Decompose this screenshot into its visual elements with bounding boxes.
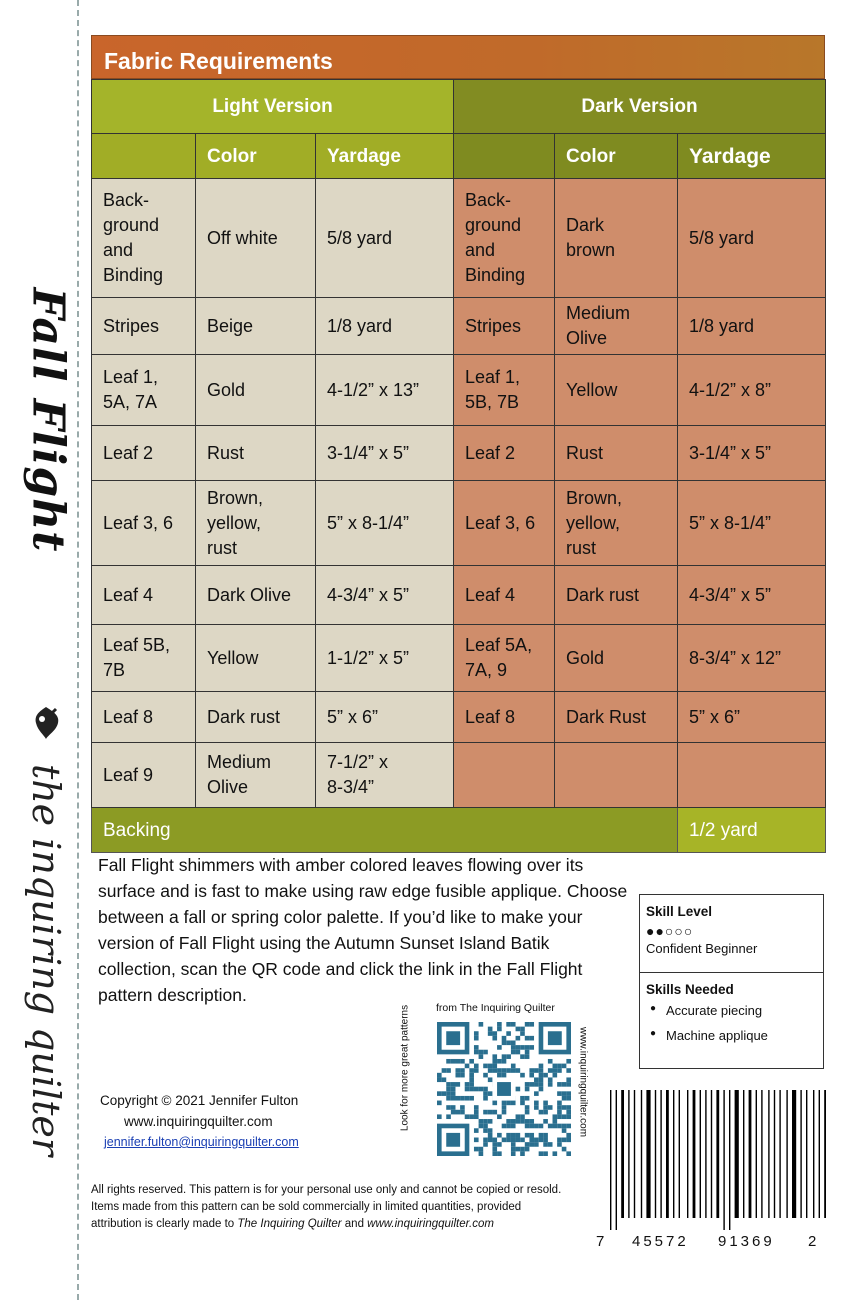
table-row (92, 179, 826, 298)
dark-yardage-cell (678, 743, 826, 808)
dark-piece-cell: Stripes (454, 298, 555, 355)
light-piece-cell: Leaf 9 (92, 743, 196, 808)
dark-color-cell (555, 743, 678, 808)
light-yardage-cell: 3-1/4” x 5” (316, 426, 454, 481)
light-piece-cell: Leaf 8 (92, 692, 196, 743)
qr-top-text: from The Inquiring Quilter (436, 1002, 555, 1014)
light-piece-cell: Back- ground and Binding (92, 179, 196, 298)
light-color-cell: Brown, yellow, rust (196, 481, 316, 566)
dark-piece-cell: Leaf 1, 5B, 7B (454, 355, 555, 426)
barcode-digit-last: 2 (808, 1233, 817, 1250)
barcode-digits-left: 45572 (632, 1233, 689, 1250)
light-yardage-cell: 1-1/2” x 5” (316, 625, 454, 692)
skill-level-heading: Skill Level (646, 904, 713, 919)
skill-level-dots: ●●○○○ (646, 923, 694, 939)
light-version-header: Light Version (92, 80, 454, 134)
light-color-cell: Dark rust (196, 692, 316, 743)
pattern-description: Fall Flight shimmers with amber colored leaves flowing over its surface and is fast to make using raw edge fusible applique. Choose between a fall or spring color palette. If you’d like to make your version of Fall Flight using the Autumn Sunset Island Batik collection, scan the QR code and click the link in the Fall Flight pattern description. (98, 855, 628, 1005)
skill-item: ● Machine applique (646, 1028, 817, 1043)
dark-piece-header (454, 134, 555, 179)
dark-color-cell: Rust (555, 426, 678, 481)
spine (0, 0, 80, 1300)
dark-piece-cell (454, 743, 555, 808)
rights-and: and (341, 1218, 368, 1230)
qr-left-text: Look for more great patterns (399, 1004, 411, 1132)
skill-level-value: Confident Beginner (646, 941, 758, 956)
dark-color-cell: Medium Olive (555, 298, 678, 355)
light-yardage-cell: 7-1/2” x 8-3/4” (316, 743, 454, 808)
rights-url: www.inquiringquilter.com (367, 1218, 494, 1230)
fabric-table (91, 79, 826, 853)
dark-color-header: Color (555, 134, 678, 179)
light-color-cell: Medium Olive (196, 743, 316, 808)
skills-needed-heading: Skills Needed (646, 982, 734, 997)
website-line: www.inquiringquilter.com (124, 1114, 273, 1129)
copyright-line: Copyright © 2021 Jennifer Fulton (100, 1093, 299, 1108)
dark-piece-cell: Leaf 8 (454, 692, 555, 743)
dark-color-cell: Dark rust (555, 566, 678, 625)
rights-notice (91, 1182, 571, 1233)
fabric-requirements (91, 35, 825, 853)
barcode (610, 1090, 826, 1230)
rights-text: All rights reserved. This pattern is for your personal use only and cannot be copied or resold. Items made from this pattern can be sold commercially in limited quantities, provided attribution is clearly made to (91, 1184, 562, 1230)
dark-color-cell: Brown, yellow, rust (555, 481, 678, 566)
table-row (92, 566, 826, 625)
copyright-block (100, 1090, 299, 1153)
dark-color-cell: Dark Rust (555, 692, 678, 743)
light-color-cell: Dark Olive (196, 566, 316, 625)
light-yardage-cell: 4-1/2” x 13” (316, 355, 454, 426)
table-row (92, 692, 826, 743)
dark-yardage-cell: 5/8 yard (678, 179, 826, 298)
barcode-digit-first: 7 (596, 1233, 605, 1250)
email-link[interactable]: jennifer.fulton@inquiringquilter.com (104, 1135, 299, 1149)
table-row (92, 743, 826, 808)
light-yardage-cell: 4-3/4” x 5” (316, 566, 454, 625)
table-row (92, 298, 826, 355)
table-row (92, 426, 826, 481)
dark-color-cell: Dark brown (555, 179, 678, 298)
dark-piece-cell: Leaf 2 (454, 426, 555, 481)
light-piece-cell: Leaf 2 (92, 426, 196, 481)
rights-brand: The Inquiring Quilter (237, 1218, 342, 1230)
light-color-cell: Yellow (196, 625, 316, 692)
light-yardage-header: Yardage (316, 134, 454, 179)
dark-yardage-cell: 3-1/4” x 5” (678, 426, 826, 481)
qr-right-text: www.inquiringquilter.com (577, 1026, 589, 1138)
skills-needed-list (646, 1003, 817, 1043)
light-piece-cell: Leaf 1, 5A, 7A (92, 355, 196, 426)
dark-color-cell: Yellow (555, 355, 678, 426)
light-color-cell: Beige (196, 298, 316, 355)
dark-piece-cell: Leaf 3, 6 (454, 481, 555, 566)
dark-yardage-header: Yardage (678, 134, 826, 179)
light-color-cell: Rust (196, 426, 316, 481)
table-title: Fabric Requirements (91, 35, 825, 79)
light-yardage-cell: 5” x 8-1/4” (316, 481, 454, 566)
quilter-logo-icon (30, 705, 62, 741)
table-row (92, 481, 826, 566)
dark-yardage-cell: 8-3/4” x 12” (678, 625, 826, 692)
dark-piece-cell: Back- ground and Binding (454, 179, 555, 298)
table-row (92, 355, 826, 426)
light-yardage-cell: 1/8 yard (316, 298, 454, 355)
backing-row (92, 808, 826, 853)
light-color-cell: Off white (196, 179, 316, 298)
dark-piece-cell: Leaf 5A, 7A, 9 (454, 625, 555, 692)
light-yardage-cell: 5” x 6” (316, 692, 454, 743)
dark-yardage-cell: 5” x 6” (678, 692, 826, 743)
dark-color-cell: Gold (555, 625, 678, 692)
table-row (92, 625, 826, 692)
dark-yardage-cell: 4-1/2” x 8” (678, 355, 826, 426)
light-piece-cell: Leaf 3, 6 (92, 481, 196, 566)
backing-yardage: 1/2 yard (678, 808, 826, 853)
light-yardage-cell: 5/8 yard (316, 179, 454, 298)
light-color-header: Color (196, 134, 316, 179)
barcode-digits-right: 91369 (718, 1233, 775, 1250)
dark-yardage-cell: 4-3/4” x 5” (678, 566, 826, 625)
dark-piece-cell: Leaf 4 (454, 566, 555, 625)
spine-title: Fall Flight (22, 287, 74, 553)
skill-item: ● Accurate piecing (646, 1003, 817, 1018)
cut-line (77, 0, 79, 1300)
dark-version-header: Dark Version (454, 80, 826, 134)
qr-code[interactable] (437, 1022, 571, 1156)
light-piece-cell: Stripes (92, 298, 196, 355)
skill-box (639, 894, 824, 1069)
spine-brand: the inquiring quilter (24, 763, 68, 1157)
dark-yardage-cell: 5” x 8-1/4” (678, 481, 826, 566)
light-piece-cell: Leaf 5B, 7B (92, 625, 196, 692)
light-piece-header (92, 134, 196, 179)
dark-yardage-cell: 1/8 yard (678, 298, 826, 355)
backing-label: Backing (92, 808, 678, 853)
light-piece-cell: Leaf 4 (92, 566, 196, 625)
light-color-cell: Gold (196, 355, 316, 426)
